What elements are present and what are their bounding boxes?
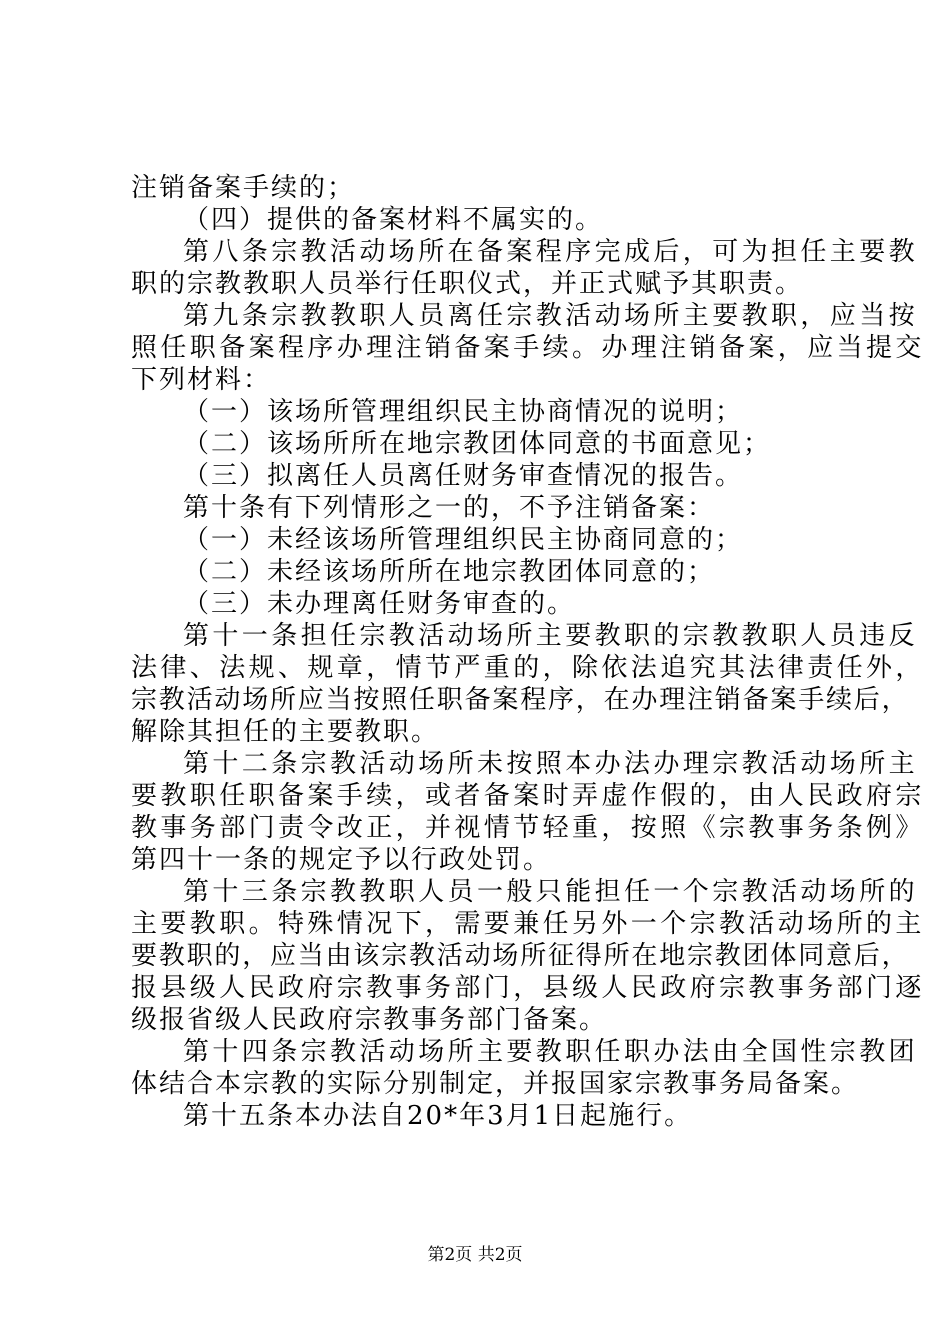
text-line: 第八条宗教活动场所在备案程序完成后，可为担任主要教 [183, 237, 919, 267]
text-line: 第十条有下列情形之一的，不予注销备案： [183, 493, 716, 523]
text-line: 第十三条宗教教职人员一般只能担任一个宗教活动场所的 [183, 877, 919, 907]
text-line: （三）拟离任人员离任财务审查情况的报告。 [183, 461, 744, 491]
text-line: 要教职任职备案手续，或者备案时弄虚作假的，由人民政府宗 [131, 781, 925, 811]
text-line: 第十四条宗教活动场所主要教职任职办法由全国性宗教团 [183, 1037, 919, 1067]
text-line: （四）提供的备案材料不属实的。 [183, 205, 604, 235]
page-number-footer: 第2页 共2页 [427, 1245, 523, 1265]
text-line: （三）未办理离任财务审查的。 [183, 589, 576, 619]
text-line: 体结合本宗教的实际分别制定，并报国家宗教事务局备案。 [131, 1069, 860, 1099]
text-line: 照任职备案程序办理注销备案手续。办理注销备案，应当提交 [131, 333, 925, 363]
text-line: 第九条宗教教职人员离任宗教活动场所主要教职，应当按 [183, 301, 919, 331]
text-line: 主要教职。特殊情况下，需要兼任另外一个宗教活动场所的主 [131, 909, 925, 939]
text-line: （二）该场所所在地宗教团体同意的书面意见； [183, 429, 772, 459]
text-line: 级报省级人民政府宗教事务部门备案。 [131, 1005, 608, 1035]
text-line: 宗教活动场所应当按照任职备案程序，在办理注销备案手续后， [131, 685, 910, 715]
text-line: 报县级人民政府宗教事务部门，县级人民政府宗教事务部门逐 [131, 973, 925, 1003]
text-line: 第四十一条的规定予以行政处罚。 [131, 845, 552, 875]
text-line: 教事务部门责令改正，并视情节轻重，按照《宗教事务条例》 [131, 813, 925, 843]
text-line: 职的宗教教职人员举行任职仪式，并正式赋予其职责。 [131, 269, 804, 299]
text-line: 法律、法规、规章，情节严重的，除依法追究其法律责任外， [131, 653, 925, 683]
text-line: 注销备案手续的； [131, 173, 356, 203]
text-line: 解除其担任的主要教职。 [131, 717, 440, 747]
text-line: （一）未经该场所管理组织民主协商同意的； [183, 525, 744, 555]
text-line: 第十五条本办法自20*年3月1日起施行。 [183, 1101, 693, 1131]
text-line: 第十二条宗教活动场所未按照本办法办理宗教活动场所主 [183, 749, 919, 779]
text-line: （二）未经该场所所在地宗教团体同意的； [183, 557, 716, 587]
text-line: 第十一条担任宗教活动场所主要教职的宗教教职人员违反 [183, 621, 919, 651]
text-line: 要教职的，应当由该宗教活动场所征得所在地宗教团体同意后， [131, 941, 910, 971]
text-line: （一）该场所管理组织民主协商情况的说明； [183, 397, 744, 427]
text-line: 下列材料： [131, 365, 272, 395]
